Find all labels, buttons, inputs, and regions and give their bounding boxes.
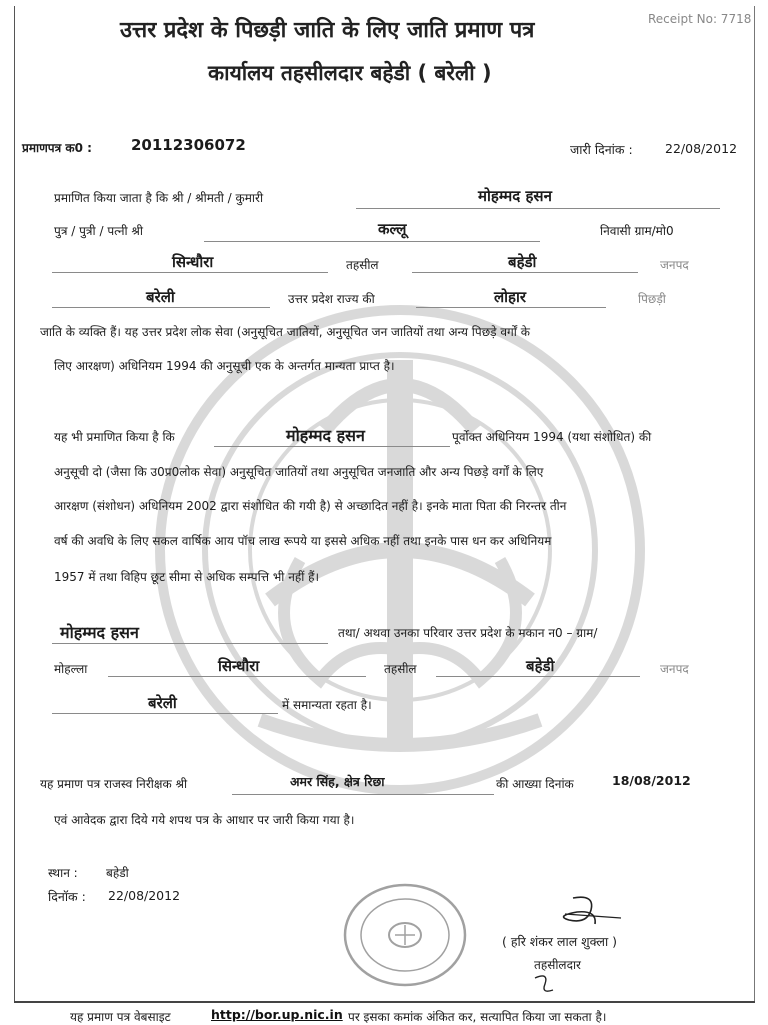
officer-name: ( हरि शंकर लाल शुक्ला ) [502, 934, 618, 949]
s1-district: बरेली [146, 288, 175, 306]
s3-district: बरेली [148, 694, 177, 712]
officer-title: तहसीलदार [534, 958, 581, 972]
fill-underline [416, 307, 606, 308]
s1-backward-label: पिछड़ी [638, 292, 666, 306]
fill-underline [108, 676, 366, 677]
s1-line1-label: प्रमाणित किया जाता है कि श्री / श्रीमती / कुमारी [54, 191, 264, 205]
s2-line3: आरक्षण (संशोधन) अधिनियम 2002 द्वारा संशोधित की गयी है) से अच्छादित नहीं है। इनके माता पिता की निरन्तर तीन [54, 499, 567, 513]
issue-date-label: जारी दिनांक : [570, 142, 633, 157]
fill-underline [214, 446, 450, 447]
verification-website-link[interactable]: http://bor.up.nic.in [211, 1007, 343, 1022]
s1-resident-label: निवासी ग्राम/मो0 [600, 224, 674, 238]
website-note-prefix: यह प्रमाण पत्र वेबसाइट [70, 1010, 171, 1024]
s4-line1-label: यह प्रमाण पत्र राजस्व निरीक्षक श्री [40, 777, 188, 791]
s1-tehsil-label: तहसील [346, 258, 379, 272]
fill-underline [232, 794, 494, 795]
fill-underline [52, 713, 278, 714]
s3-name: मोहम्मद हसन [60, 623, 139, 642]
s2-line5: 1957 में तथा विहिप छूट सीमा से अधिक सम्पत्ति भी नहीं हैं। [54, 570, 320, 584]
receipt-number: Receipt No: 7718 [648, 12, 752, 26]
page-border-right [754, 6, 755, 1002]
s3-district-label: जनपद [660, 662, 689, 676]
s2-line2: अनुसूची दो (जैसा कि उ0प्र0लोक सेवा) अनुसूचित जातियों तथा अनुसूचित जनजाति और अन्य पिछड़े वर्गों के लिए [54, 465, 544, 479]
s4-report-label: की आख्या दिनांक [496, 777, 574, 791]
s4-report-date: 18/08/2012 [612, 773, 691, 788]
s1-caste: लोहार [494, 288, 527, 306]
place-value: बहेडी [106, 866, 129, 880]
s2-name: मोहम्मद हसन [286, 426, 365, 445]
page-border-left [14, 6, 15, 1002]
s3-line1-rest: तथा/ अथवा उनका परिवार उत्तर प्रदेश के मकान न0 – ग्राम/ [338, 626, 598, 640]
office-seal-stamp [340, 880, 470, 990]
s3-tehsil-label: तहसील [384, 662, 417, 676]
cert-no-value: 20112306072 [131, 136, 246, 154]
s3-resides-text: में समान्यता रहता है। [282, 698, 372, 712]
s1-state-label: उत्तर प्रदेश राज्य की [288, 292, 375, 306]
website-note-suffix: पर इसका कमांक अंकित कर, सत्यापित किया जा सकता है। [348, 1010, 607, 1024]
page-border-bottom [14, 1001, 755, 1003]
s4-inspector: अमर सिंह, क्षेत्र रिछा [290, 774, 385, 789]
s1-village: सिन्धौरा [172, 253, 214, 271]
date-label: दिनॉक : [48, 889, 86, 904]
s2-lead: यह भी प्रमाणित किया है कि [54, 430, 175, 444]
fill-underline [52, 643, 328, 644]
s3-mohalla-label: मोहल्ला [54, 662, 88, 676]
s2-line4: वर्ष की अवधि के लिए सकल वार्षिक आय पॉच लाख रूपये या इससे अधिक नहीं तथा इनके पास धन कर अधिनियम [54, 534, 552, 548]
fill-underline [436, 676, 640, 677]
fill-underline [412, 272, 638, 273]
fill-underline [204, 241, 540, 242]
s1-line2-label: पुत्र / पुत्री / पत्नी श्री [54, 224, 144, 238]
s2-line1-rest: पूर्वोक्त अधिनियम 1994 (यथा संशोधित) की [452, 430, 652, 444]
s1-paragraph-line1: जाति के व्यक्ति हैं। यह उत्तर प्रदेश लोक सेवा (अनुसूचित जातियों, अनुसूचित जन जातियों तथा अन्य पिछड़े वर्गों के [40, 325, 530, 339]
s3-village: सिन्धौरा [218, 657, 260, 675]
s1-paragraph-line2: लिए आरक्षण) अधिनियम 1994 की अनुसूची एक के अन्तर्गत मान्यता प्राप्त है। [54, 359, 395, 373]
office-heading: कार्यालय तहसीलदार बहेडी ( बरेली ) [208, 61, 492, 85]
s1-father-name: कल्लू [378, 220, 407, 238]
s3-tehsil: बहेडी [526, 657, 555, 675]
fill-underline [356, 208, 720, 209]
fill-underline [52, 307, 270, 308]
s1-tehsil: बहेडी [508, 253, 537, 271]
cert-no-label: प्रमाणपत्र क0 : [22, 141, 92, 155]
date-value: 22/08/2012 [108, 888, 181, 903]
certificate-title: उत्तर प्रदेश के पिछड़ी जाति के लिए जाति प्रमाण पत्र [120, 18, 535, 43]
s4-line2: एवं आवेदक द्वारा दिये गये शपथ पत्र के आधार पर जारी किया गया है। [54, 813, 355, 827]
fill-underline [52, 272, 328, 273]
s1-applicant-name: मोहम्मद हसन [478, 187, 552, 205]
s1-district-label: जनपद [660, 258, 689, 272]
issue-date-value: 22/08/2012 [665, 141, 738, 156]
place-label: स्थान : [48, 866, 78, 880]
state-emblem-watermark [150, 300, 650, 800]
